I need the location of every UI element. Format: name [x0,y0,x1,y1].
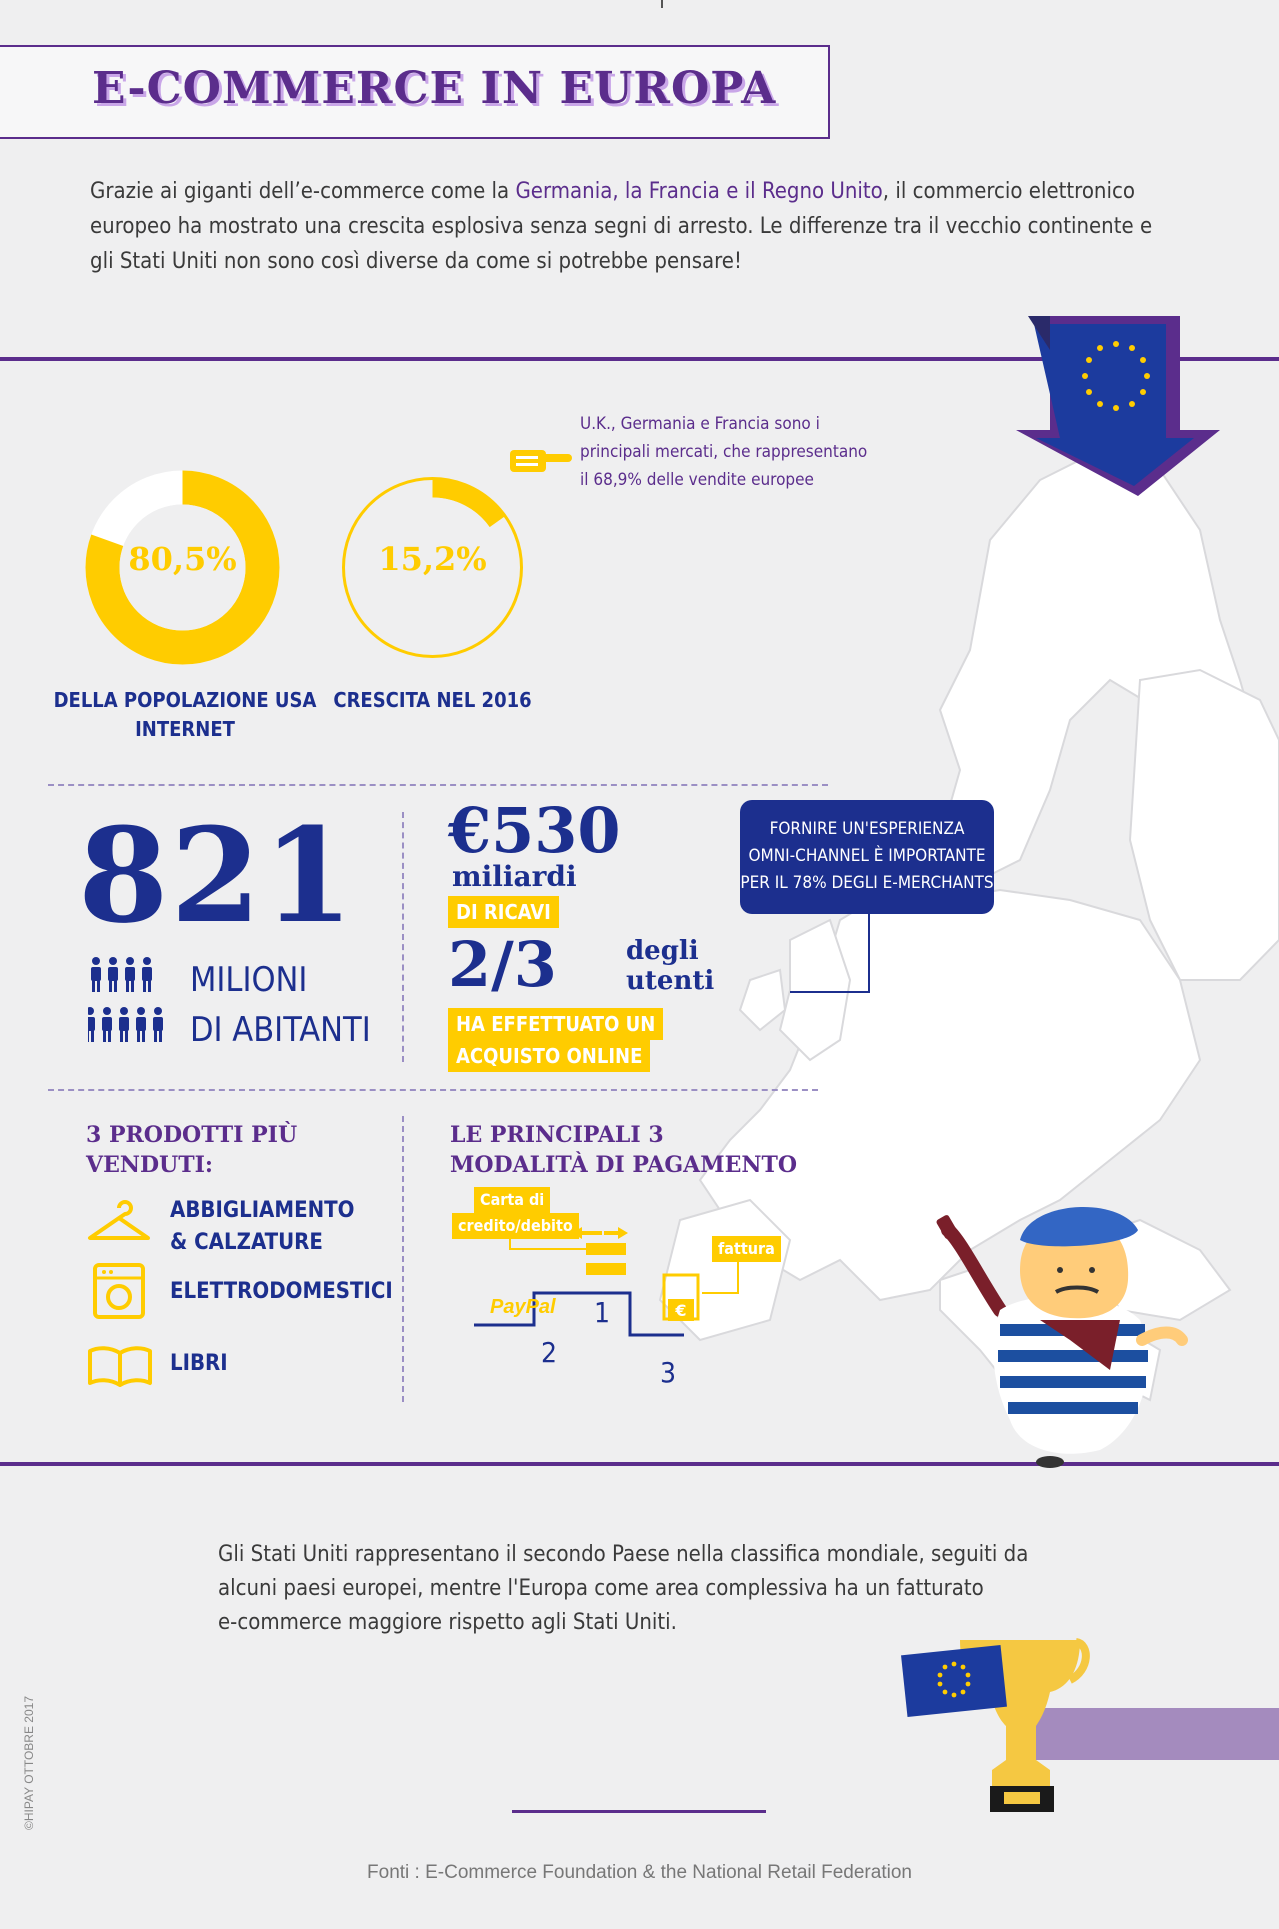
users-tags [448,1008,663,1072]
products-title [86,1120,297,1180]
intro-text-1: Grazie ai giganti dell’e-commerce come la [90,179,516,204]
donut-usa-value: 80,5% [128,540,237,578]
payment-card-label-1: Carta di [474,1187,550,1213]
top-tick [661,0,663,8]
invoice-euro-icon [664,1275,698,1321]
washing-machine-icon [92,1262,146,1320]
payments-title [450,1120,797,1180]
book-icon [86,1345,154,1389]
payment-podium [474,1205,790,1355]
products-title-1: 3 PRODOTTI PIÙ [86,1122,298,1148]
rank-3: 3 [660,1356,677,1389]
outro-line-1: Gli Stati Uniti rappresentano il secondo Paese nella classifica mondiale, seguiti da [218,1542,1029,1567]
users-word-1: degli [626,936,699,966]
users-tag-2: ACQUISTO ONLINE [448,1040,650,1072]
omni-line-2: OMNI-CHANNEL È IMPORTANTE [748,846,986,866]
population-label-2: DI ABITANTI [190,1010,371,1050]
omni-channel-box [740,800,994,914]
callout-line-2: principali mercati, che rappresentano [580,442,868,462]
payment-card-label-2: credito/debito [452,1213,579,1239]
page-title: E-COMMERCE IN EUROPA [92,63,777,114]
credit-card-icon [572,1227,628,1275]
intro-highlight: Germania, la Francia e il Regno Unito [515,179,883,204]
outro-line-2: alcuni paesi europei, mentre l'Europa come area complessiva ha un fatturato [218,1576,984,1601]
divider-vertical-1 [402,812,404,1062]
payments-title-2: MODALITÀ DI PAGAMENTO [450,1152,797,1178]
outro-paragraph [218,1538,1028,1640]
intro-paragraph [90,174,1180,279]
markets-callout [580,410,867,494]
sources-divider [512,1810,766,1813]
callout-line-3: il 68,9% delle vendite europee [580,470,814,490]
rank-1: 1 [594,1296,611,1329]
divider-vertical-2 [402,1116,404,1402]
ireland-shape [740,970,785,1030]
donut-growth-value: 15,2% [378,540,487,578]
payments-title-1: LE PRINCIPALI 3 [450,1122,664,1148]
sources-text: Fonti : E-Commerce Foundation & the National Retail Federation [367,1862,912,1883]
users-tag-1: HA EFFETTUATO UN [448,1008,663,1040]
hanger-icon [86,1198,152,1244]
donut-usa-caption [50,686,320,744]
callout-line-1: U.K., Germania e Francia sono i [580,414,820,434]
donut-growth-caption: CRESCITA NEL 2016 [333,688,532,712]
donut-usa-caption-2: INTERNET [135,717,235,741]
users-words [626,936,714,996]
product-clothing-line-2: & CALZATURE [170,1230,323,1255]
population-label [190,955,371,1055]
intro-text-2: , il commercio elettronico europeo ha mostrato una crescita esplosiva senza segni di arresto. Le differenze tra il vecchio continente e gli Stati Uniti non sono così diverse da come si potrebbe pensare! [90,179,1153,274]
product-clothing [170,1195,355,1259]
users-word-2: utenti [626,966,715,996]
omni-line-3: PER IL 78% DEGLI E-MERCHANTS [740,873,994,893]
product-clothing-line-1: ABBIGLIAMENTO [170,1198,355,1223]
french-mascot [920,1200,1200,1470]
divider-dashed-2 [48,1089,818,1091]
rank-2: 2 [541,1336,558,1369]
population-label-1: MILIONI [190,960,308,1000]
population-number: 821 [78,799,356,952]
paypal-logo: PayPal [490,1296,556,1318]
svg-text:€: € [675,1301,687,1320]
outro-line-3: e-commerce maggiore rispetto agli Stati Uniti. [218,1610,677,1635]
eastern-europe-shape [1130,670,1279,980]
products-title-2: VENDUTI: [86,1152,213,1178]
eu-trophy [900,1630,1090,1820]
product-books: LIBRI [170,1351,228,1376]
copyright-text: ©HIPAY OTTOBRE 2017 [22,1695,36,1830]
payment-invoice-label: fattura [712,1236,781,1262]
omni-connector [780,914,890,996]
donut-usa-caption-1: DELLA POPOLAZIONE USA [53,688,317,712]
people-icon [88,956,178,1048]
revenue-amount: €530 [448,794,621,867]
revenue-unit: miliardi [452,860,577,893]
revenue-tag: DI RICAVI [448,896,559,928]
divider-dashed-1 [48,784,828,786]
eu-flag-arrow [1010,310,1220,500]
omni-line-1: FORNIRE UN'ESPERIENZA [769,819,965,839]
users-fraction: 2/3 [448,928,557,1001]
product-appliances: ELETTRODOMESTICI [170,1279,393,1304]
